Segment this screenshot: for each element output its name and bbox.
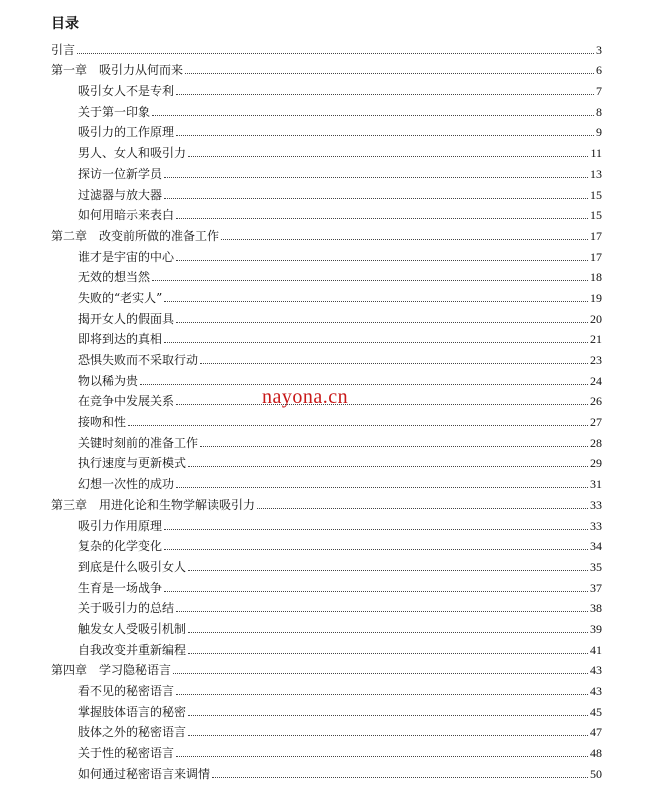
toc-section-entry[interactable] [51, 305, 602, 326]
toc-chapter-entry[interactable] [51, 222, 602, 243]
toc-page-number: 43 [590, 663, 602, 678]
toc-page-number: 15 [590, 208, 602, 223]
toc-dot-leader [200, 362, 588, 364]
toc-section-entry[interactable] [51, 346, 602, 367]
toc-dot-leader [164, 176, 588, 178]
toc-dot-leader [188, 734, 588, 736]
toc-page-number: 11 [590, 146, 602, 161]
toc-dot-leader [164, 197, 588, 199]
toc-page-number: 26 [590, 394, 602, 409]
toc-section-entry[interactable] [51, 677, 602, 698]
toc-dot-leader [188, 714, 588, 716]
toc-dot-leader [164, 548, 588, 550]
toc-page-number: 27 [590, 415, 602, 430]
toc-page-number: 24 [590, 373, 602, 388]
toc-entry-title: 第一章 吸引力从何而来 [51, 63, 184, 78]
toc-section-entry[interactable] [51, 595, 602, 616]
toc-dot-leader [221, 238, 588, 240]
toc-dot-leader [176, 693, 588, 695]
toc-dot-leader [188, 631, 588, 633]
toc-entry-title: 看不见的秘密语言 [78, 684, 175, 698]
toc-dot-leader [188, 465, 588, 467]
toc-entry-title: 谁才是宇宙的中心 [78, 249, 175, 264]
toc-page-number: 45 [590, 704, 602, 719]
toc-page-number: 34 [590, 539, 602, 554]
toc-section-entry[interactable] [51, 77, 602, 98]
toc-page-number: 43 [590, 684, 602, 698]
toc-entry-title: 第三章 用进化论和生物学解读吸引力 [51, 497, 256, 512]
toc-entry-title: 接吻和性 [78, 415, 127, 430]
toc-page-number: 15 [590, 187, 602, 202]
toc-section-entry[interactable] [51, 512, 602, 533]
toc-entry-title: 第二章 改变前所做的准备工作 [51, 228, 220, 243]
toc-dot-leader [257, 507, 588, 509]
toc-entry-title: 到底是什么吸引女人 [78, 559, 187, 574]
toc-entry-title: 探访一位新学员 [78, 166, 163, 181]
toc-section-entry[interactable] [51, 119, 602, 140]
toc-page-number: 50 [590, 766, 602, 781]
toc-page-number: 21 [590, 332, 602, 347]
toc-page-number: 23 [590, 353, 602, 367]
toc-entry-title: 关于第一印象 [78, 104, 151, 119]
toc-page-number: 13 [590, 166, 602, 181]
toc-section-entry[interactable] [51, 202, 602, 223]
toc-entry-title: 无效的想当然 [78, 270, 151, 285]
toc-entry-title: 掌握肢体语言的秘密 [78, 704, 187, 719]
toc-entry-title: 触发女人受吸引机制 [78, 621, 187, 636]
toc-dot-leader [176, 486, 588, 488]
toc-page-number: 31 [590, 477, 602, 492]
toc-dot-leader [176, 93, 594, 95]
toc-entry-title: 恐惧失败而不采取行动 [78, 353, 199, 367]
toc-entry-title: 肢体之外的秘密语言 [78, 725, 187, 740]
toc-section-entry[interactable] [51, 719, 602, 740]
toc-title: 目录 [51, 16, 79, 32]
toc-section-entry[interactable] [51, 636, 602, 657]
toc-entry-title: 关于吸引力的总结 [78, 601, 175, 616]
toc-chapter-entry[interactable] [51, 657, 602, 678]
toc-dot-leader [164, 341, 588, 343]
toc-page-number: 47 [590, 725, 602, 740]
toc-section-entry[interactable] [51, 533, 602, 554]
toc-section-entry[interactable] [51, 760, 602, 781]
toc-dot-leader [164, 528, 588, 530]
toc-page-number: 35 [590, 559, 602, 574]
toc-section-entry[interactable] [51, 408, 602, 429]
toc-dot-leader [188, 569, 588, 571]
toc-chapter-entry[interactable] [51, 57, 602, 78]
toc-dot-leader [152, 279, 588, 281]
toc-dot-leader [176, 321, 588, 323]
toc-chapter-entry[interactable] [51, 491, 602, 512]
toc-entry-title: 男人、女人和吸引力 [78, 146, 187, 161]
toc-section-entry[interactable] [51, 470, 602, 491]
toc-dot-leader [173, 672, 588, 674]
toc-page-number: 28 [590, 435, 602, 450]
toc-page-number: 41 [590, 642, 602, 657]
toc-section-entry[interactable] [51, 574, 602, 595]
toc-section-entry[interactable] [51, 264, 602, 285]
watermark: nayona.cn [262, 386, 349, 408]
toc-page-number: 33 [590, 497, 602, 512]
toc-page-number: 33 [590, 518, 602, 533]
toc-entry-title: 过滤器与放大器 [78, 187, 163, 202]
toc-section-entry[interactable] [51, 160, 602, 181]
toc-section-entry[interactable] [51, 367, 602, 388]
toc-entry-title: 吸引力作用原理 [78, 518, 163, 533]
toc-dot-leader [176, 610, 588, 612]
toc-dot-leader [188, 155, 588, 157]
toc-entry-title: 揭开女人的假面具 [78, 311, 175, 326]
toc-dot-leader [164, 300, 588, 302]
toc-dot-leader [140, 383, 588, 385]
toc-entry-title: 幻想一次性的成功 [78, 477, 175, 492]
toc-section-entry[interactable] [51, 698, 602, 719]
toc-page-number: 29 [590, 456, 602, 471]
toc-section-entry[interactable] [51, 98, 602, 119]
toc-dot-leader [77, 52, 594, 54]
toc-entry-title: 执行速度与更新模式 [78, 456, 187, 471]
toc-entry-title: 生育是一场战争 [78, 580, 163, 595]
toc-entry-title: 如何用暗示来表白 [78, 208, 175, 223]
toc-page-number: 48 [590, 746, 602, 761]
toc-page-number: 20 [590, 311, 602, 326]
toc-section-entry[interactable] [51, 615, 602, 636]
toc-dot-leader [176, 403, 588, 405]
toc-page-number: 37 [590, 580, 602, 595]
toc-section-entry[interactable] [51, 181, 602, 202]
toc-section-entry[interactable] [51, 450, 602, 471]
toc-section-entry[interactable] [51, 243, 602, 264]
toc-section-entry[interactable] [51, 139, 602, 160]
toc-entry-title: 吸引女人不是专利 [78, 84, 175, 99]
toc-page-number: 18 [590, 270, 602, 285]
toc-entry-title: 关键时刻前的准备工作 [78, 435, 199, 450]
toc-dot-leader [176, 259, 588, 261]
toc-section-entry[interactable] [51, 429, 602, 450]
toc-dot-leader [212, 776, 588, 778]
toc-page-number: 3 [596, 42, 602, 57]
toc-entry-title: 物以稀为贵 [78, 373, 139, 388]
toc-entry-title: 即将到达的真相 [78, 332, 163, 347]
toc-dot-leader [176, 755, 588, 757]
toc-entry-title: 关于性的秘密语言 [78, 746, 175, 761]
toc-dot-leader [128, 424, 588, 426]
toc-entry-title: 自我改变并重新编程 [78, 642, 187, 657]
toc-page-number: 6 [596, 63, 602, 78]
toc-section-entry[interactable] [51, 739, 602, 760]
toc-page-number: 38 [590, 601, 602, 616]
toc-entry-title: 第四章 学习隐秘语言 [51, 663, 172, 678]
toc-dot-leader [176, 134, 594, 136]
toc-page-number: 19 [590, 290, 602, 305]
toc-dot-leader [200, 445, 588, 447]
toc-page-number: 7 [596, 84, 602, 99]
toc-dot-leader [152, 114, 594, 116]
toc-section-entry[interactable] [51, 553, 602, 574]
toc-dot-leader [188, 652, 588, 654]
toc-entry-title: 失败的“老实人” [78, 290, 163, 305]
toc-entry-title: 在竞争中发展关系 [78, 394, 175, 409]
toc-entry-title: 如何通过秘密语言来调情 [78, 766, 211, 781]
toc-dot-leader [176, 217, 588, 219]
toc-entry-title: 吸引力的工作原理 [78, 125, 175, 140]
toc-dot-leader [185, 72, 594, 74]
toc-entry-title: 复杂的化学变化 [78, 539, 163, 554]
toc-section-entry[interactable] [51, 326, 602, 347]
toc-chapter-entry[interactable] [51, 36, 602, 57]
toc-section-entry[interactable] [51, 284, 602, 305]
toc-entry-title: 引言 [51, 42, 76, 57]
toc-page-number: 17 [590, 228, 602, 243]
toc-page-number: 9 [596, 125, 602, 140]
toc-page-number: 17 [590, 249, 602, 264]
toc-dot-leader [164, 590, 588, 592]
toc-page-number: 8 [596, 104, 602, 119]
toc-page-number: 39 [590, 621, 602, 636]
